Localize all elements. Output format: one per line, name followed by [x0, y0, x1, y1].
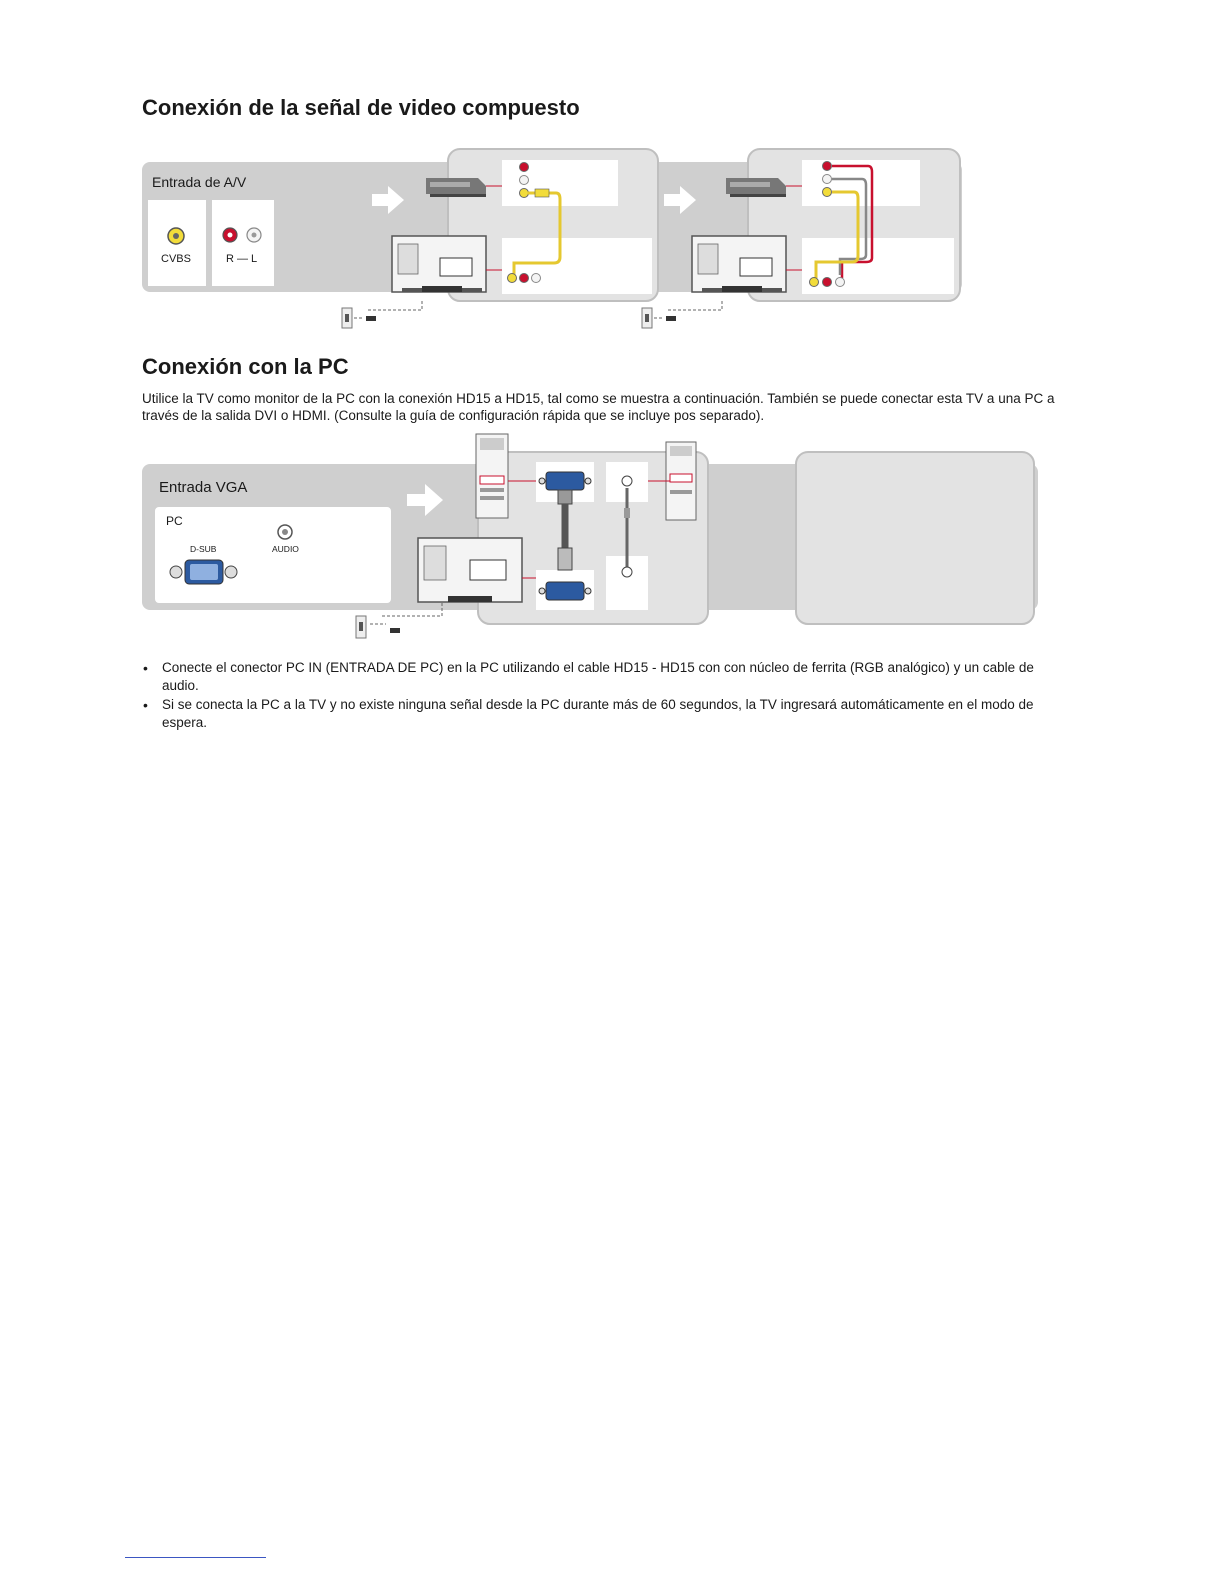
connection-panel-blank [796, 452, 1034, 624]
power-outlet-icon [342, 300, 422, 328]
composite-connection-diagram [130, 140, 980, 340]
dsub-label: D-SUB [190, 544, 217, 554]
tv-rear-icon [418, 538, 536, 602]
vga-port-icon [539, 472, 591, 490]
pc-connection-diagram [130, 428, 1050, 648]
composite-section-title: Conexión de la señal de video compuesto [142, 95, 580, 120]
av-input-label: Entrada de A/V [152, 174, 247, 190]
pc-intro-text: Utilice la TV como monitor de la PC con la conexión HD15 a HD15, tal como se muestra a continuación. También se puede conectar esta TV a una PC a través de la salida DVI o HDMI. (Consulte la guía de configuración rápida que se incluye pos separado). [142, 391, 1055, 423]
audio-jack-icon [278, 525, 292, 539]
pc-label: PC [166, 514, 183, 528]
vga-port-icon [539, 582, 591, 600]
power-outlet-icon [642, 300, 722, 328]
cvbs-label: CVBS [161, 253, 191, 265]
pc-tower-icon [666, 442, 696, 520]
rl-label: R — L [226, 253, 258, 265]
list-item: • Conecte el conector PC IN (ENTRADA DE PC) en la PC utilizando el cable HD15 - HD15 con con núcleo de ferrita (RGB analógico) y un cable de audio. [142, 659, 1042, 695]
pc-port-box [155, 507, 391, 603]
av-source-device-icon [726, 178, 786, 197]
list-item: • Si se conecta la PC a la TV y no existe ninguna señal desde la PC durante más de 60 segundos, la TV ingresará automáticamente en el modo de espera. [142, 696, 1042, 732]
tv-rear-icon [392, 236, 502, 292]
pc-section-title: Conexión con la PC [142, 354, 349, 379]
vga-input-label: Entrada VGA [159, 479, 248, 496]
rl-box [212, 200, 274, 286]
av-source-device-icon [426, 178, 486, 197]
footer-rule [125, 1557, 266, 1558]
pc-notes-list [142, 659, 1042, 733]
audio-label: AUDIO [272, 544, 299, 554]
pc-tower-icon [476, 434, 508, 518]
tv-rear-icon [692, 236, 802, 292]
